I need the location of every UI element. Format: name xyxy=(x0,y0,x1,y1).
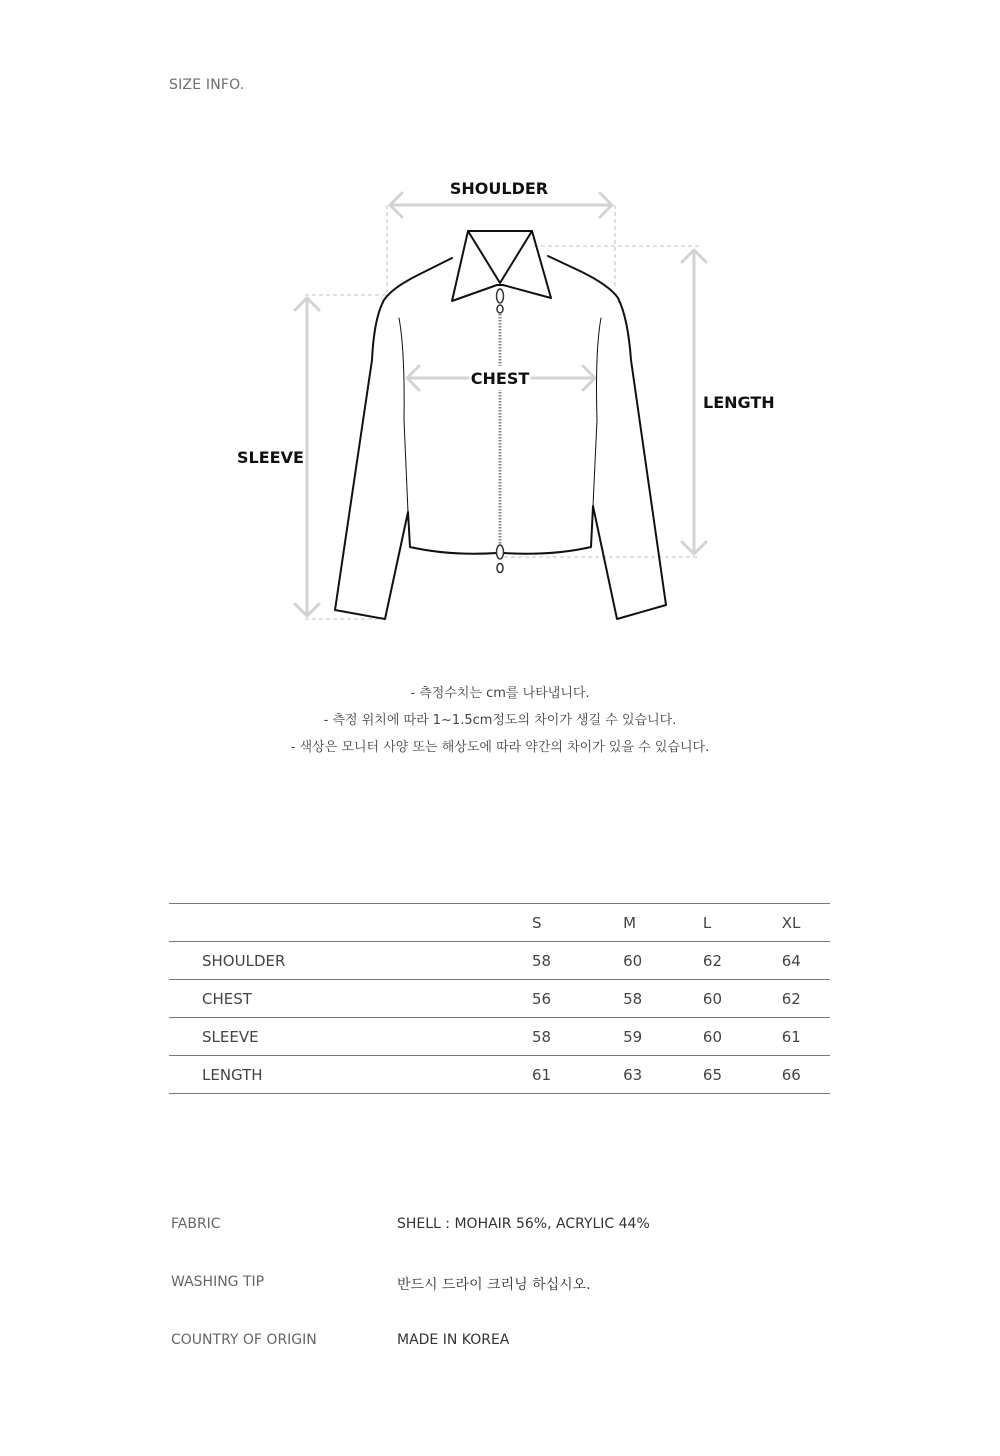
table-cell: 62 xyxy=(672,942,752,980)
header-size-s: S xyxy=(482,904,592,942)
header-size-m: M xyxy=(592,904,672,942)
table-row xyxy=(169,942,830,980)
origin-label: COUNTRY OF ORIGIN xyxy=(171,1332,317,1348)
size-table-header xyxy=(169,904,830,942)
table-cell: 58 xyxy=(592,980,672,1018)
section-title: SIZE INFO. xyxy=(169,77,245,93)
table-cell: 56 xyxy=(482,980,592,1018)
washing-tip-value: 반드시 드라이 크리닝 하십시오. xyxy=(397,1277,591,1293)
table-row xyxy=(169,980,830,1018)
table-cell: 64 xyxy=(752,942,830,980)
table-cell: 61 xyxy=(482,1056,592,1094)
table-cell: 65 xyxy=(672,1056,752,1094)
row-label: SLEEVE xyxy=(169,1018,482,1056)
note-line: - 색상은 모니터 사양 또는 해상도에 따라 약간의 차이가 있을 수 있습니다. xyxy=(290,740,710,755)
washing-tip-label: WASHING TIP xyxy=(171,1274,265,1290)
row-label: LENGTH xyxy=(169,1056,482,1094)
table-cell: 60 xyxy=(672,980,752,1018)
length-label: LENGTH xyxy=(703,393,775,412)
size-table xyxy=(169,903,830,1094)
table-row xyxy=(169,1056,830,1094)
row-label: SHOULDER xyxy=(169,942,482,980)
zipper-icon xyxy=(497,289,504,573)
header-size-l: L xyxy=(672,904,752,942)
table-cell: 63 xyxy=(592,1056,672,1094)
row-label: CHEST xyxy=(169,980,482,1018)
note-line: - 측정수치는 cm를 나타냅니다. xyxy=(410,686,590,701)
chest-label: CHEST xyxy=(470,369,530,388)
table-cell: 60 xyxy=(592,942,672,980)
table-cell: 58 xyxy=(482,942,592,980)
table-cell: 59 xyxy=(592,1018,672,1056)
note-line: - 측정 위치에 따라 1~1.5cm정도의 차이가 생길 수 있습니다. xyxy=(323,713,677,728)
table-cell: 61 xyxy=(752,1018,830,1056)
table-row xyxy=(169,1018,830,1056)
sleeve-label: SLEEVE xyxy=(237,448,304,467)
origin-value: MADE IN KOREA xyxy=(397,1332,510,1348)
table-cell: 66 xyxy=(752,1056,830,1094)
jacket-size-diagram xyxy=(0,150,1000,650)
table-cell: 62 xyxy=(752,980,830,1018)
shoulder-label: SHOULDER xyxy=(449,179,549,198)
fabric-value: SHELL : MOHAIR 56%, ACRYLIC 44% xyxy=(397,1216,650,1232)
header-size-xl: XL xyxy=(752,904,830,942)
fabric-label: FABRIC xyxy=(171,1216,221,1232)
table-cell: 60 xyxy=(672,1018,752,1056)
table-cell: 58 xyxy=(482,1018,592,1056)
header-blank xyxy=(169,904,482,942)
measurement-notes xyxy=(0,680,1000,761)
